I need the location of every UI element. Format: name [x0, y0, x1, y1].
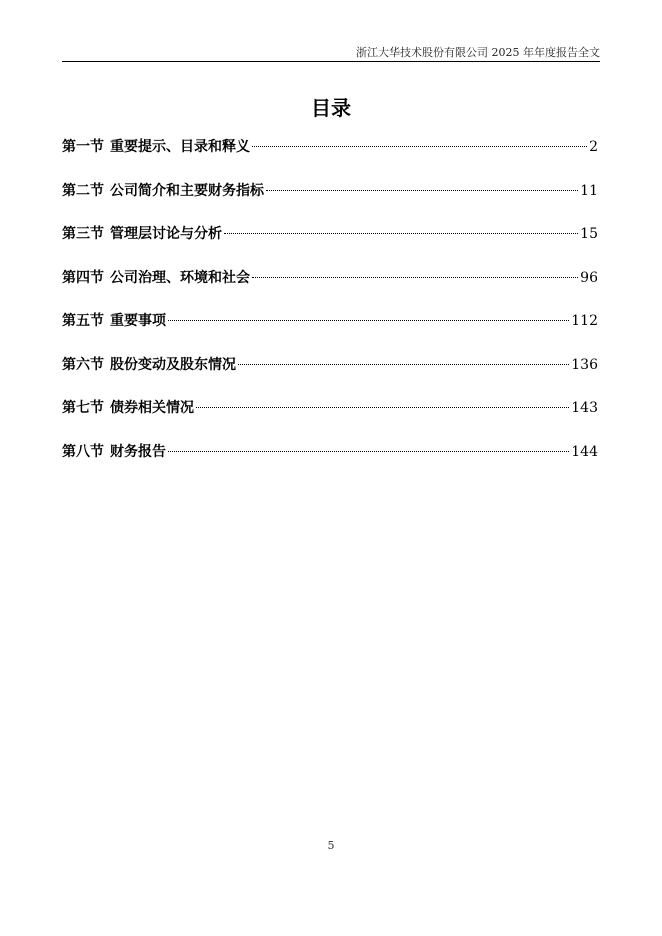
dot-leader	[196, 407, 569, 408]
toc-section-title[interactable]: 股份变动及股东情况	[110, 356, 236, 373]
toc-entry-2[interactable]	[62, 179, 598, 223]
toc-page-number: 144	[571, 443, 598, 460]
dot-leader	[252, 146, 587, 147]
toc-section-number: 第四节	[62, 269, 104, 286]
toc-entry-6[interactable]	[62, 353, 598, 397]
dot-leader	[266, 190, 578, 191]
toc-section-title[interactable]: 公司简介和主要财务指标	[110, 182, 264, 199]
toc-section-number: 第二节	[62, 182, 104, 199]
toc-page-number: 15	[580, 226, 598, 242]
toc-section-number: 第五节	[62, 313, 104, 329]
toc-page-number: 96	[580, 269, 598, 286]
page-number: 5	[327, 839, 335, 852]
dot-leader	[168, 320, 569, 321]
toc-page-number: 136	[571, 356, 598, 373]
dot-leader	[252, 277, 578, 278]
header-divider	[62, 61, 600, 62]
toc-section-number: 第八节	[62, 443, 104, 460]
toc-section-title[interactable]: 财务报告	[110, 443, 166, 460]
toc-page-number: 11	[580, 182, 598, 199]
toc-entry-5[interactable]	[62, 309, 598, 353]
dot-leader	[238, 364, 569, 365]
toc-section-number: 第六节	[62, 356, 104, 373]
toc-section-number: 第一节	[62, 139, 104, 155]
toc-page-number: 112	[571, 313, 598, 329]
toc-section-title[interactable]: 管理层讨论与分析	[110, 226, 222, 242]
toc-section-title[interactable]: 债券相关情况	[110, 400, 194, 416]
toc-page-number: 143	[571, 400, 598, 416]
page-header: 浙江大华技术股份有限公司 2025 年年度报告全文	[356, 46, 600, 59]
dot-leader	[168, 451, 569, 452]
toc-entry-7[interactable]	[62, 396, 598, 440]
toc-entry-4[interactable]	[62, 266, 598, 310]
toc-entry-1[interactable]	[62, 135, 598, 179]
toc-title: 目录	[311, 96, 351, 120]
dot-leader	[224, 233, 578, 234]
toc-entry-3[interactable]	[62, 222, 598, 266]
toc-entry-8[interactable]	[62, 440, 598, 484]
toc-page-number: 2	[589, 139, 598, 155]
toc-section-title[interactable]: 重要事项	[110, 313, 166, 329]
table-of-contents	[62, 135, 598, 483]
toc-section-number: 第三节	[62, 226, 104, 242]
toc-section-title[interactable]: 重要提示、目录和释义	[110, 139, 250, 155]
toc-section-number: 第七节	[62, 400, 104, 416]
toc-section-title[interactable]: 公司治理、环境和社会	[110, 269, 250, 286]
